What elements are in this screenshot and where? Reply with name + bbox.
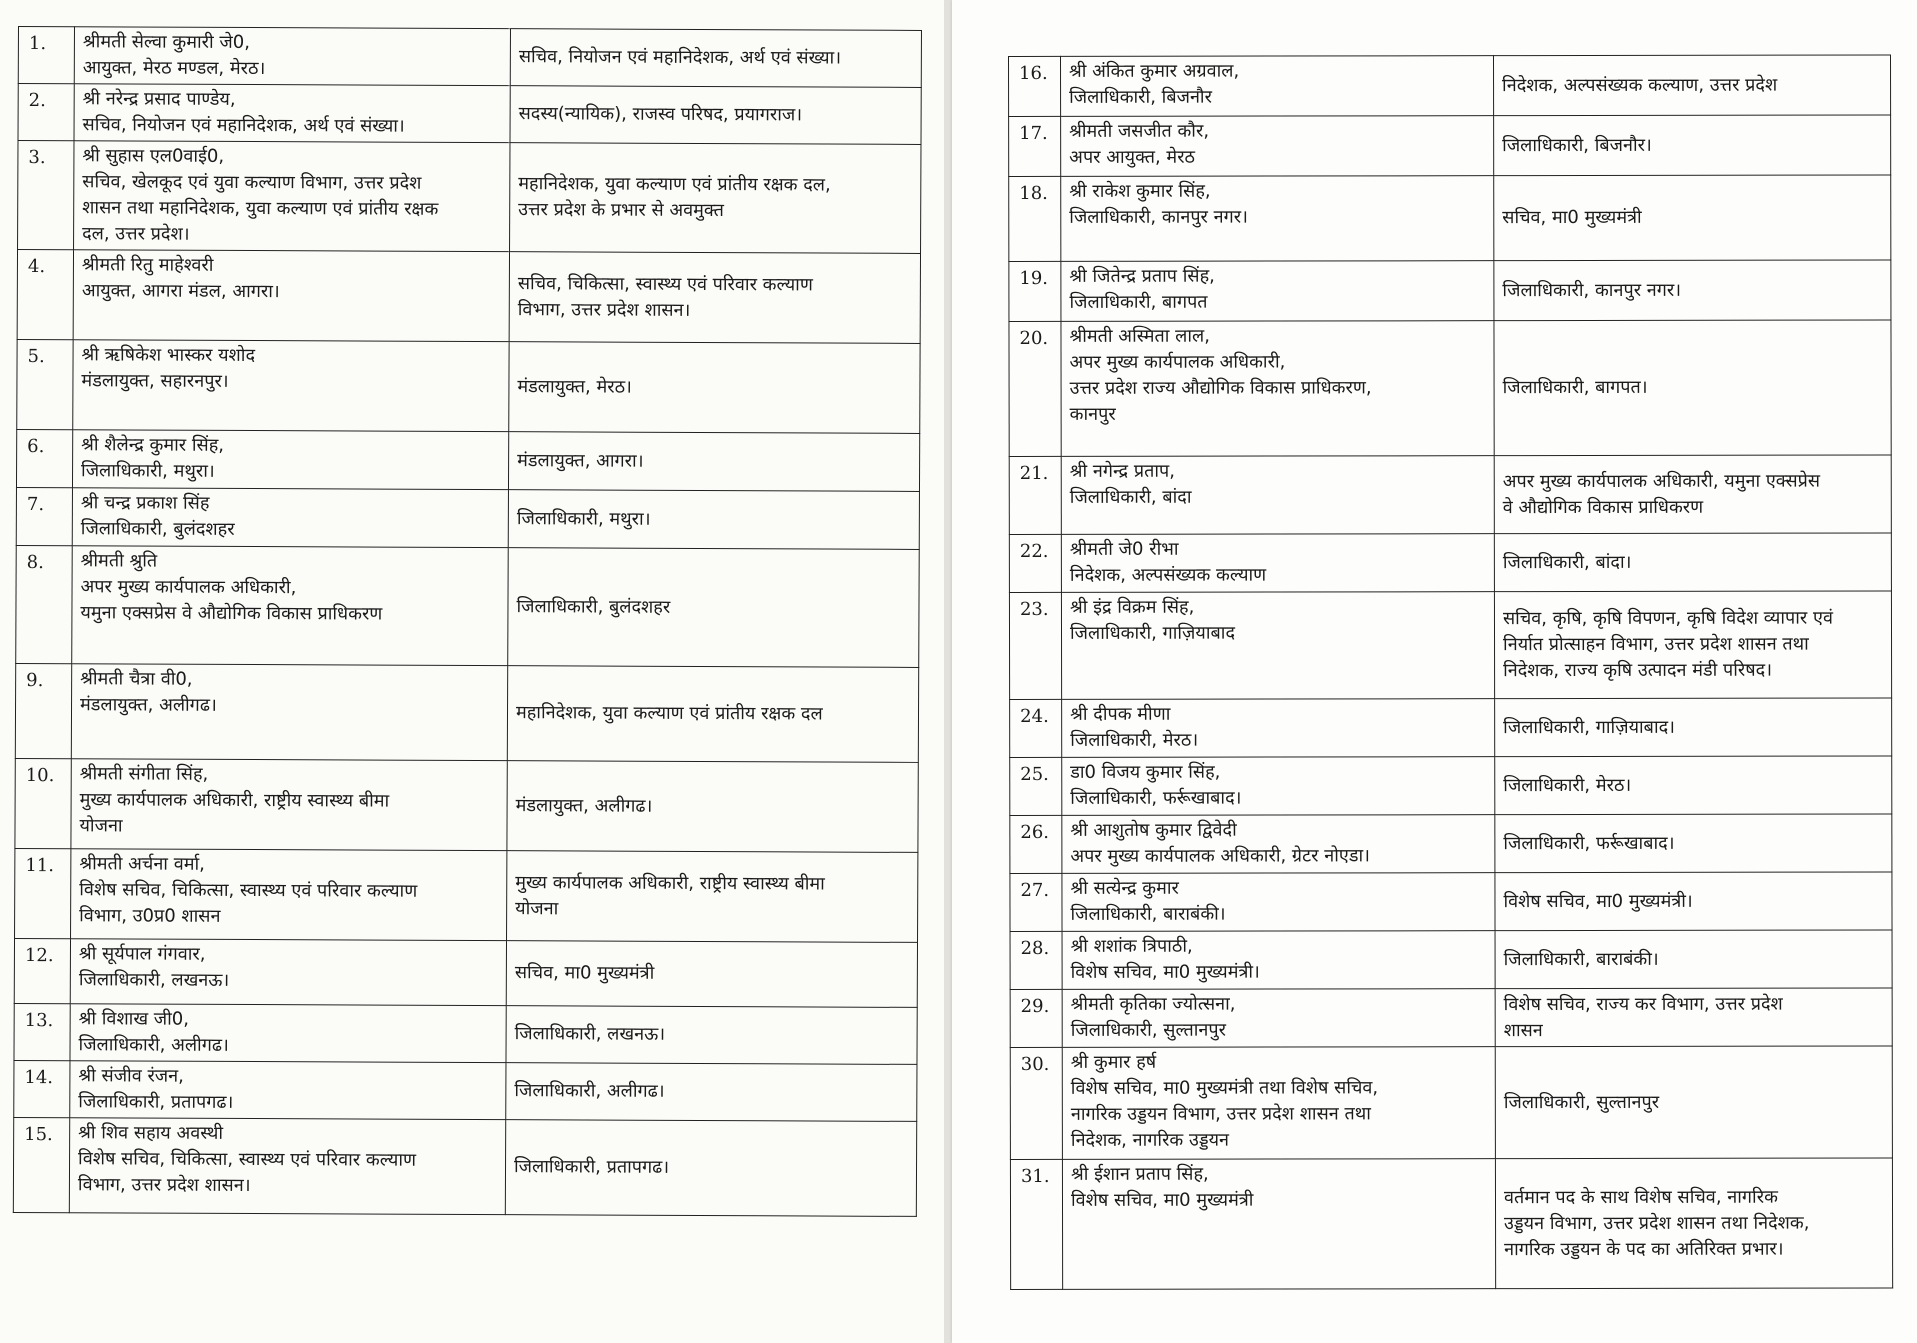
page-gap [944, 0, 952, 1343]
new-post-line: जिलाधिकारी, बुलंदशहर [516, 595, 671, 618]
current-post-line: जिलाधिकारी, बिजनौर [1069, 86, 1212, 108]
officer-name: श्री नगेन्द्र प्रताप, [1069, 460, 1175, 482]
officer-current-post-cell [71, 664, 507, 761]
new-post-cell [507, 666, 918, 763]
table-row [1009, 455, 1891, 535]
officer-current-post-cell [74, 84, 510, 143]
officer-name: श्रीमती जसजीत कौर, [1069, 120, 1210, 142]
new-post-line: जिलाधिकारी, अलीगढ। [514, 1080, 665, 1102]
transfer-table-right [1008, 54, 1893, 1290]
officer-current-post-cell [1061, 261, 1494, 322]
new-post-cell [1494, 55, 1891, 116]
serial-number: 20. [1009, 321, 1061, 456]
table-body-right [1009, 55, 1893, 1290]
new-post-cell [1495, 1158, 1892, 1289]
table-row [1010, 930, 1892, 990]
officer-name: श्रीमती चैत्रा वी0, [80, 668, 193, 690]
new-post-line: निदेशक, राज्य कृषि उत्पादन मंडी परिषद। [1503, 659, 1773, 682]
new-post-line: जिलाधिकारी, बाराबंकी। [1503, 948, 1659, 970]
serial-number: 3. [18, 141, 74, 250]
new-post-cell [1495, 872, 1892, 931]
new-post-line: जिलाधिकारी, लखनऊ। [514, 1023, 666, 1045]
officer-current-post-cell [1061, 456, 1494, 535]
current-post-line: विभाग, उत्तर प्रदेश शासन। [77, 1174, 251, 1197]
officer-name: श्रीमती संगीता सिंह, [79, 763, 209, 785]
new-post-line: विभाग, उत्तर प्रदेश शासन। [517, 298, 691, 321]
new-post-cell [1495, 988, 1892, 1047]
current-post-line: जिलाधिकारी, प्रतापगढ। [78, 1091, 234, 1113]
new-post-cell [506, 1063, 917, 1122]
serial-number: 17. [1009, 116, 1061, 176]
new-post-line: योजना [515, 897, 559, 919]
officer-current-post-cell [72, 430, 508, 490]
table-row [18, 84, 921, 145]
current-post-line: जिलाधिकारी, बांदा [1069, 486, 1192, 508]
new-post-cell [510, 29, 921, 88]
new-post-line: सचिव, मा0 मुख्यमंत्री [514, 962, 655, 984]
table-row [1009, 591, 1891, 700]
new-post-line: जिलाधिकारी, बांदा। [1502, 551, 1632, 573]
new-post-line: मंडलायुक्त, आगरा। [517, 449, 644, 472]
new-post-line: शासन [1503, 1019, 1543, 1041]
new-post-line: उत्तर प्रदेश के प्रभार से अवमुक्त [518, 199, 724, 222]
officer-name: श्रीमती श्रुति [80, 550, 158, 572]
table-row [18, 27, 921, 88]
current-post-line: जिलाधिकारी, मेरठ। [1070, 729, 1199, 751]
serial-number: 22. [1009, 534, 1061, 592]
officer-current-post-cell [71, 759, 507, 851]
new-post-cell [1494, 591, 1891, 699]
current-post-line: निदेशक, नागरिक उड्डयन [1070, 1129, 1230, 1151]
current-post-line: अपर मुख्य कार्यपालक अधिकारी, ग्रेटर नोएडा। [1070, 845, 1370, 867]
current-post-line: अपर मुख्य कार्यपालक अधिकारी, [1069, 351, 1286, 373]
new-post-cell [509, 252, 920, 344]
new-post-cell [1494, 260, 1891, 321]
serial-number: 10. [15, 758, 71, 848]
current-post-line: निदेशक, अल्पसंख्यक कल्याण [1069, 564, 1267, 586]
current-post-line: आयुक्त, आगरा मंडल, आगरा। [81, 280, 280, 303]
table-row [15, 848, 918, 942]
table-row [1009, 175, 1891, 262]
current-post-line: जिलाधिकारी, फर्रूखाबाद। [1070, 787, 1242, 809]
officer-current-post-cell [73, 250, 509, 342]
new-post-line: जिलाधिकारी, बागपत। [1502, 376, 1648, 399]
serial-number: 9. [15, 663, 71, 758]
new-post-cell [506, 941, 917, 1008]
officer-name: श्री संजीव रंजन, [78, 1065, 184, 1087]
officer-current-post-cell [1061, 592, 1494, 700]
serial-number: 16. [1009, 56, 1061, 116]
officer-current-post-cell [1061, 56, 1494, 117]
table-row [17, 339, 920, 433]
new-post-line: सचिव, नियोजन एवं महानिदेशक, अर्थ एवं संख्या। [518, 46, 842, 69]
officer-current-post-cell [71, 849, 507, 941]
new-post-line: मुख्य कार्यपालक अधिकारी, राष्ट्रीय स्वास्थ्य बीमा [515, 871, 825, 895]
serial-number: 8. [16, 545, 73, 663]
officer-name: श्रीमती रितु माहेश्वरी [81, 254, 214, 276]
officer-current-post-cell [1061, 321, 1494, 457]
current-post-line: जिलाधिकारी, मथुरा। [81, 460, 215, 482]
table-row [1010, 814, 1892, 874]
table-row [16, 487, 919, 549]
new-post-line: वर्तमान पद के साथ विशेष सचिव, नागरिक [1503, 1186, 1778, 1208]
officer-name: श्री शिव सहाय अवस्थी [78, 1122, 224, 1144]
officer-current-post-cell [1062, 699, 1495, 758]
new-post-cell [1494, 533, 1891, 592]
officer-name: श्री राकेश कुमार सिंह, [1069, 180, 1211, 202]
current-post-line: जिलाधिकारी, सुल्तानपुर [1070, 1019, 1226, 1041]
new-post-line: मंडलायुक्त, अलीगढ। [515, 794, 653, 817]
current-post-line: जिलाधिकारी, कानपुर नगर। [1069, 206, 1248, 228]
current-post-line: जिलाधिकारी, बाराबंकी। [1070, 903, 1226, 925]
officer-name: श्री जितेन्द्र प्रताप सिंह, [1069, 265, 1215, 287]
officer-current-post-cell [74, 141, 510, 252]
new-post-line: जिलाधिकारी, गाज़ियाबाद। [1503, 716, 1676, 738]
table-row [1009, 115, 1891, 177]
current-post-line: विशेष सचिव, मा0 मुख्यमंत्री। [1070, 961, 1260, 983]
table-row [1009, 320, 1891, 457]
new-post-cell [1494, 455, 1891, 534]
current-post-line: सचिव, नियोजन एवं महानिदेशक, अर्थ एवं संख्या। [82, 114, 405, 137]
serial-number: 12. [14, 938, 70, 1003]
officer-current-post-cell [1062, 757, 1495, 816]
officer-name: डा0 विजय कुमार सिंह, [1070, 761, 1221, 783]
officer-current-post-cell [1062, 873, 1495, 932]
serial-number: 19. [1009, 261, 1061, 321]
new-post-cell [1495, 930, 1892, 989]
table-row [1010, 1046, 1892, 1160]
new-post-line: सचिव, कृषि, कृषि विपणन, कृषि विदेश व्यापार एवं [1502, 607, 1834, 630]
new-post-line: विशेष सचिव, मा0 मुख्यमंत्री। [1503, 890, 1693, 912]
current-post-line: मंडलायुक्त, अलीगढ। [79, 694, 217, 716]
table-row [1009, 260, 1891, 322]
officer-name: श्रीमती जे0 रीभा [1069, 538, 1179, 560]
table-row [1010, 1158, 1892, 1290]
officer-name: श्री इंद्र विक्रम सिंह, [1069, 596, 1195, 618]
current-post-line: जिलाधिकारी, बुलंदशहर [80, 518, 235, 540]
officer-name: श्री शशांक त्रिपाठी, [1070, 935, 1193, 957]
officer-name: श्रीमती कृतिका ज्योत्सना, [1070, 993, 1236, 1015]
table-row [1010, 988, 1892, 1048]
table-row [14, 1060, 917, 1121]
officer-current-post-cell [1061, 534, 1494, 593]
table-row [13, 1117, 916, 1216]
new-post-cell [1495, 814, 1892, 873]
current-post-line: मंडलायुक्त, सहारनपुर। [81, 370, 229, 392]
officer-current-post-cell [69, 1118, 505, 1215]
current-post-line: शासन तथा महानिदेशक, युवा कल्याण एवं प्रांतीय रक्षक [82, 197, 439, 220]
table-row [14, 1003, 917, 1064]
current-post-line: विशेष सचिव, मा0 मुख्यमंत्री तथा विशेष सचिव, [1070, 1077, 1379, 1099]
serial-number: 14. [14, 1060, 70, 1117]
serial-number: 29. [1010, 989, 1062, 1047]
table-row [14, 938, 917, 1007]
officer-name: श्रीमती सेल्वा कुमारी जे0, [82, 31, 251, 54]
officer-name: श्री कुमार हर्ष [1070, 1051, 1157, 1073]
table-row [15, 663, 918, 762]
officer-name: श्री सत्येन्द्र कुमार [1070, 877, 1179, 899]
new-post-line: महानिदेशक, युवा कल्याण एवं प्रांतीय रक्षक दल [515, 702, 823, 725]
new-post-cell [508, 548, 920, 668]
officer-name: श्री चन्द्र प्रकाश सिंह [80, 492, 210, 514]
serial-number: 5. [17, 339, 73, 429]
new-post-cell [509, 342, 920, 434]
table-row [1009, 533, 1891, 593]
new-post-line: सदस्य(न्यायिक), राजस्व परिषद, प्रयागराज। [518, 103, 803, 126]
officer-current-post-cell [1061, 176, 1494, 262]
new-post-line: वे औद्योगिक विकास प्राधिकरण [1502, 496, 1704, 518]
officer-current-post-cell [1062, 931, 1495, 990]
serial-number: 21. [1009, 456, 1061, 534]
current-post-line: जिलाधिकारी, लखनऊ। [78, 969, 230, 991]
current-post-line: अपर आयुक्त, मेरठ [1069, 146, 1196, 168]
serial-number: 4. [17, 250, 73, 340]
new-post-cell [507, 761, 918, 853]
table-row [1010, 872, 1892, 932]
new-post-line: जिलाधिकारी, मेरठ। [1503, 774, 1632, 796]
current-post-line: यमुना एक्सप्रेस वे औद्योगिक विकास प्राधिकरण [80, 602, 383, 625]
new-post-line: निर्यात प्रोत्साहन विभाग, उत्तर प्रदेश शासन तथा [1503, 633, 1809, 656]
table-row [16, 545, 920, 667]
new-post-line: निदेशक, अल्पसंख्यक कल्याण, उत्तर प्रदेश [1502, 74, 1778, 96]
new-post-cell [507, 851, 918, 943]
new-post-line: सचिव, मा0 मुख्यमंत्री [1502, 206, 1642, 229]
officer-current-post-cell [73, 340, 509, 432]
serial-number: 28. [1010, 931, 1062, 989]
officer-current-post-cell [1061, 116, 1494, 177]
officer-current-post-cell [70, 939, 506, 1006]
serial-number: 6. [16, 429, 72, 487]
current-post-line: जिलाधिकारी, बागपत [1069, 291, 1208, 313]
officer-current-post-cell [1062, 989, 1495, 1048]
new-post-line: जिलाधिकारी, प्रतापगढ। [513, 1156, 670, 1178]
serial-number: 24. [1010, 699, 1062, 757]
serial-number: 1. [18, 27, 74, 84]
serial-number: 11. [15, 848, 71, 938]
officer-name: श्री शैलेन्द्र कुमार सिंह, [81, 434, 225, 456]
new-post-cell [1494, 175, 1891, 261]
current-post-line: जिलाधिकारी, अलीगढ। [78, 1034, 229, 1056]
new-post-line: जिलाधिकारी, सुल्तानपुर [1503, 1091, 1660, 1113]
table-row [1010, 698, 1892, 758]
current-post-line: विशेष सचिव, चिकित्सा, स्वास्थ्य एवं परिवार कल्याण [78, 1148, 417, 1171]
serial-number: 18. [1009, 176, 1061, 261]
officer-name: श्री सूर्यपाल गंगवार, [78, 943, 206, 965]
new-post-cell [1494, 320, 1891, 456]
new-post-line: जिलाधिकारी, बिजनौर। [1502, 134, 1652, 156]
officer-name: श्री नरेन्द्र प्रसाद पाण्डेय, [82, 88, 236, 110]
officer-name: श्री ईशान प्रताप सिंह, [1070, 1163, 1209, 1185]
new-post-line: जिलाधिकारी, फर्रूखाबाद। [1503, 832, 1675, 854]
current-post-line: योजना [79, 815, 123, 837]
transfer-table-left [13, 26, 922, 1217]
officer-name: श्रीमती अस्मिता लाल, [1069, 325, 1210, 347]
officer-current-post-cell [74, 27, 510, 86]
serial-number: 2. [18, 84, 74, 141]
new-post-cell [506, 1006, 917, 1065]
new-post-line: अपर मुख्य कार्यपालक अधिकारी, यमुना एक्सप्रेस [1502, 470, 1821, 492]
current-post-line: कानपुर [1069, 403, 1116, 425]
serial-number: 26. [1010, 815, 1062, 873]
officer-name: श्री अंकित कुमार अग्रवाल, [1069, 60, 1240, 82]
new-post-line: जिलाधिकारी, कानपुर नगर। [1502, 279, 1682, 301]
current-post-line: विशेष सचिव, मा0 मुख्यमंत्री [1070, 1189, 1254, 1211]
table-row [15, 758, 918, 852]
current-post-line: दल, उत्तर प्रदेश। [82, 223, 190, 245]
new-post-line: उड्डयन विभाग, उत्तर प्रदेश शासन तथा निदेशक, [1504, 1212, 1810, 1234]
table-row [1009, 55, 1891, 117]
current-post-line: आयुक्त, मेरठ मण्डल, मेरठ। [82, 57, 266, 80]
serial-number: 25. [1010, 757, 1062, 815]
new-post-cell [508, 432, 919, 492]
officer-current-post-cell [1062, 815, 1495, 874]
officer-current-post-cell [70, 1004, 506, 1063]
new-post-cell [508, 490, 919, 550]
officer-current-post-cell [72, 546, 509, 666]
table-row [17, 250, 920, 344]
serial-number: 7. [16, 487, 72, 545]
table-body-left [13, 27, 921, 1217]
current-post-line: मुख्य कार्यपालक अधिकारी, राष्ट्रीय स्वास्थ्य बीमा [79, 789, 390, 812]
new-post-line: जिलाधिकारी, मथुरा। [516, 507, 651, 530]
new-post-cell [1495, 698, 1892, 757]
officer-current-post-cell [1062, 1047, 1495, 1160]
officer-name: श्रीमती अर्चना वर्मा, [79, 853, 205, 875]
serial-number: 23. [1009, 592, 1061, 699]
current-post-line: अपर मुख्य कार्यपालक अधिकारी, [80, 576, 297, 599]
serial-number: 27. [1010, 873, 1062, 931]
officer-name: श्री विशाख जी0, [78, 1008, 190, 1030]
current-post-line: सचिव, खेलकूद एवं युवा कल्याण विभाग, उत्तर प्रदेश [82, 171, 422, 194]
serial-number: 13. [14, 1003, 70, 1060]
officer-current-post-cell [70, 1061, 506, 1120]
serial-number: 15. [13, 1117, 69, 1212]
new-post-cell [510, 86, 921, 145]
current-post-line: जिलाधिकारी, गाज़ियाबाद [1069, 622, 1236, 644]
current-post-line: उत्तर प्रदेश राज्य औद्योगिक विकास प्राधिकरण, [1069, 377, 1372, 399]
officer-name: श्री दीपक मीणा [1070, 703, 1171, 725]
new-post-line: विशेष सचिव, राज्य कर विभाग, उत्तर प्रदेश [1503, 993, 1783, 1015]
officer-name: श्री सुहास एल0वाई0, [82, 145, 225, 167]
serial-number: 30. [1010, 1047, 1062, 1159]
officer-name: श्री ऋषिकेश भास्कर यशोद [81, 344, 256, 367]
officer-current-post-cell [1062, 1159, 1495, 1290]
new-post-line: नागरिक उड्डयन के पद का अतिरिक्त प्रभार। [1504, 1238, 1784, 1260]
new-post-line: महानिदेशक, युवा कल्याण एवं प्रांतीय रक्षक दल, [518, 173, 831, 196]
current-post-line: विभाग, उ0प्र0 शासन [79, 905, 221, 927]
new-post-cell [1495, 1046, 1892, 1159]
new-post-cell [1494, 115, 1891, 176]
serial-number: 31. [1010, 1159, 1062, 1289]
new-post-line: सचिव, चिकित्सा, स्वास्थ्य एवं परिवार कल्याण [517, 272, 813, 295]
new-post-cell [1495, 756, 1892, 815]
new-post-cell [510, 143, 921, 254]
table-row [1010, 756, 1892, 816]
new-post-line: मंडलायुक्त, मेरठ। [517, 375, 632, 398]
table-row [16, 429, 919, 491]
current-post-line: विशेष सचिव, चिकित्सा, स्वास्थ्य एवं परिवार कल्याण [79, 879, 418, 902]
current-post-line: नागरिक उड्डयन विभाग, उत्तर प्रदेश शासन तथा [1070, 1103, 1371, 1125]
officer-current-post-cell [72, 488, 508, 548]
table-row [18, 141, 921, 254]
new-post-cell [505, 1120, 916, 1217]
officer-name: श्री आशुतोष कुमार द्विवेदी [1070, 819, 1237, 841]
